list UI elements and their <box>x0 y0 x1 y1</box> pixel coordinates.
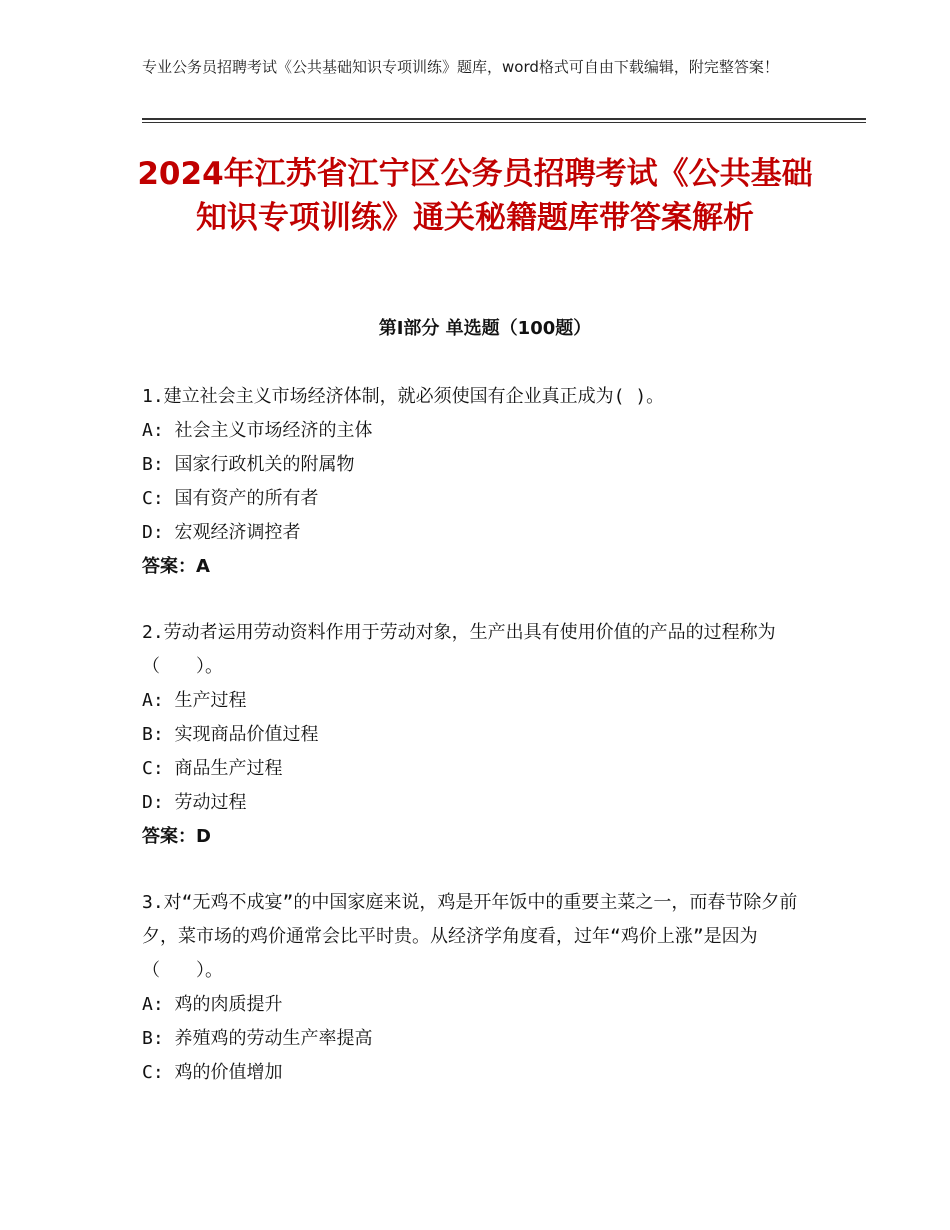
answer-label: 答案：D <box>142 826 211 847</box>
option-d: D: 劳动过程 <box>142 792 247 813</box>
section-heading: 第Ⅰ部分 单选题（100题） <box>378 318 592 339</box>
option-a: A: 生产过程 <box>142 690 247 711</box>
header-divider <box>142 118 866 123</box>
option-b: B: 养殖鸡的劳动生产率提高 <box>142 1028 373 1049</box>
option-d: D: 宏观经济调控者 <box>142 522 301 543</box>
option-c: C: 鸡的价值增加 <box>142 1062 283 1083</box>
option-c: C: 国有资产的所有者 <box>142 488 319 509</box>
question-stem: 1.建立社会主义市场经济体制，就必须使国有企业真正成为( )。 <box>142 386 665 407</box>
document-title: 2024年江苏省江宁区公务员招聘考试《公共基础知识专项训练》通关秘籍题库带答案解析 <box>137 156 813 236</box>
question-1 <box>142 380 814 584</box>
question-stem: 2.劳动者运用劳动资料作用于劳动对象，生产出具有使用价值的产品的过程称为（ ）。 <box>142 622 776 677</box>
option-b: B: 实现商品价值过程 <box>142 724 319 745</box>
option-a: A: 鸡的肉质提升 <box>142 994 283 1015</box>
option-a: A: 社会主义市场经济的主体 <box>142 420 373 441</box>
option-c: C: 商品生产过程 <box>142 758 283 779</box>
option-b: B: 国家行政机关的附属物 <box>142 454 355 475</box>
answer-label: 答案：A <box>142 556 210 577</box>
question-stem: 3.对“无鸡不成宴”的中国家庭来说，鸡是开年饭中的重要主菜之一，而春节除夕前夕，菜市场的鸡价通常会比平时贵。从经济学角度看，过年“鸡价上涨”是因为（ ）。 <box>142 892 798 981</box>
header-note: 专业公务员招聘考试《公共基础知识专项训练》题库，word格式可自由下载编辑，附完整答案！ <box>142 58 779 76</box>
question-list <box>142 380 814 1122</box>
question-2 <box>142 616 814 854</box>
question-3 <box>142 886 814 1090</box>
